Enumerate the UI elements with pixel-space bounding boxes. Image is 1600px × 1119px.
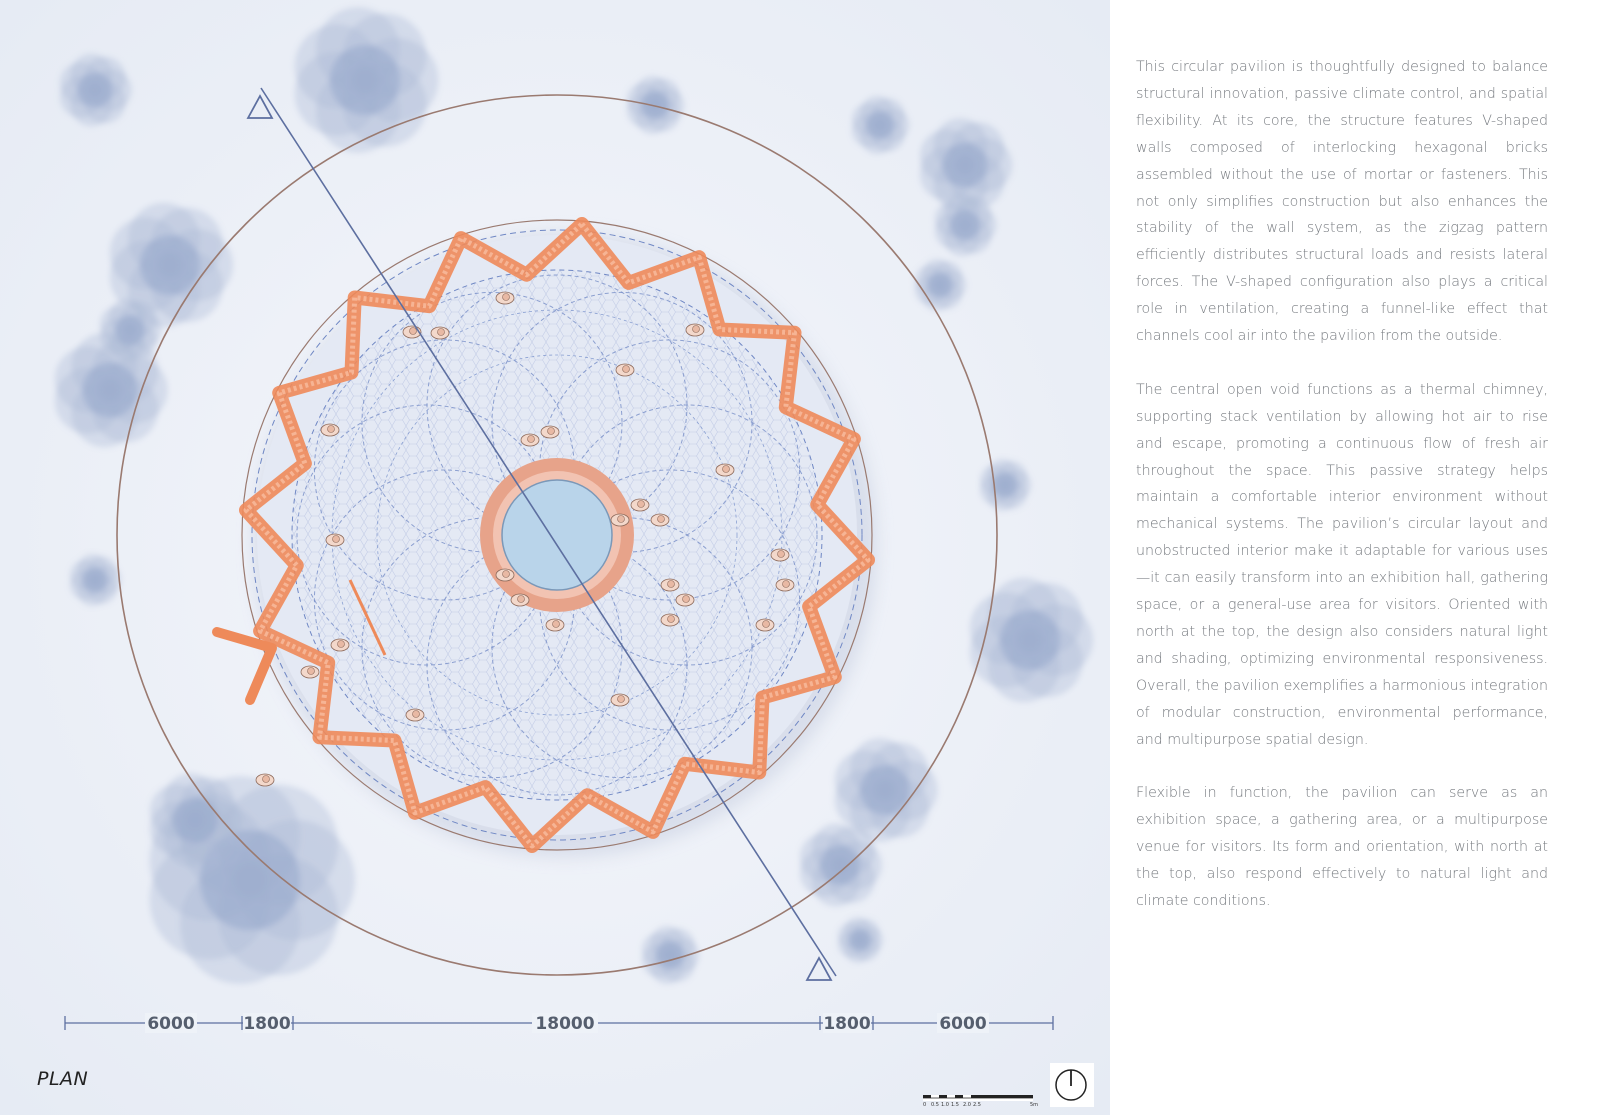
person-head (778, 551, 785, 558)
person-head (618, 696, 625, 703)
person-head (723, 466, 730, 473)
north-arrow-icon (1050, 1063, 1094, 1107)
tree-canopy (656, 941, 684, 969)
description-panel (1136, 54, 1548, 942)
person-head (658, 516, 665, 523)
tree-canopy (173, 798, 218, 843)
person-head (553, 621, 560, 628)
person-head (763, 621, 770, 628)
person-head (693, 326, 700, 333)
scale-label: 0.5 (931, 1102, 939, 1108)
person-head (518, 596, 525, 603)
person-head (638, 501, 645, 508)
dimension-label: 1800 (823, 1014, 871, 1034)
person-head (413, 711, 420, 718)
dimension-label: 6000 (939, 1014, 987, 1034)
dimension-label: 1800 (243, 1014, 291, 1034)
tree-canopy (928, 273, 953, 298)
person-head (783, 581, 790, 588)
tree-canopy (78, 73, 113, 108)
person-head (438, 329, 445, 336)
person-head (548, 428, 555, 435)
person-head (333, 536, 340, 543)
person-head (503, 571, 510, 578)
tree-canopy (1000, 610, 1060, 670)
person-head (528, 436, 535, 443)
tree-canopy (140, 235, 200, 295)
scale-label: 0 (923, 1102, 927, 1108)
description-paragraph: Flexible in function, the pavilion can serve as an exhibition space, a gathering area, or a multipurpose venue for visitors. Its form and orientation, with north at the top, also respond effectively to natural light and climate conditions. (1136, 785, 1548, 910)
tree-canopy (83, 363, 138, 418)
person-head (668, 616, 675, 623)
tree-canopy (115, 315, 145, 345)
scale-label: 1.5 (951, 1102, 959, 1108)
central-thermal-void (502, 480, 612, 590)
tree-canopy (950, 210, 980, 240)
dimension-label: 6000 (147, 1014, 195, 1034)
tree-canopy (993, 473, 1018, 498)
scale-label: 2.0 (963, 1102, 971, 1108)
tree-canopy (641, 91, 669, 119)
tree-canopy (849, 929, 871, 951)
person-head (410, 328, 417, 335)
person-head (623, 366, 630, 373)
person-head (503, 294, 510, 301)
tree-canopy (943, 143, 988, 188)
person-head (618, 516, 625, 523)
person-head (308, 668, 315, 675)
description-paragraph: This circular pavilion is thoughtfully designed to balance structural innovation, passive climate control, and spatial flexibility. At its core, the structure features V-shaped walls composed of interlocking hexagonal bricks assembled without the use of mortar or fasteners. This not only simplifies construction but also enhances the stability of the wall system, as the zigzag pattern efficiently distributes structural loads and resists lateral forces. The V-shaped configuration also plays a critical role in ventilation, creating a funnel-like effect that channels cool air into the pavilion from the outside. (1136, 59, 1548, 345)
person-head (263, 776, 270, 783)
tree-canopy (866, 111, 894, 139)
plan-title: PLAN (37, 1068, 89, 1090)
dimension-label: 18000 (535, 1014, 595, 1034)
person-head (338, 641, 345, 648)
tree-canopy (820, 845, 860, 885)
description-paragraph: The central open void functions as a thermal chimney, supporting stack ventilation by allowing hot air to rise and escape, promoting a continuous flow of fresh air throughout the space. This passive strategy helps maintain a comfortable interior environment without mechanical systems. The pavilion’s circular layout and unobstructed interior make it adaptable for various uses—it can easily transform into an exhibition hall, gathering space, or a general-use area for visitors. Oriented with north at the top, the design also considers natural light and shading, optimizing environmental responsiveness. Overall, the pavilion exemplifies a harmonious integration of modular construction, environmental performance, and multipurpose spatial design. (1136, 381, 1548, 748)
scale-label: 5m (1030, 1102, 1039, 1108)
scale-label: 2.5 (973, 1102, 981, 1108)
tree-canopy (330, 45, 400, 115)
scale-label: 1.0 (941, 1102, 949, 1108)
tree-canopy (83, 568, 108, 593)
person-head (683, 596, 690, 603)
person-head (328, 426, 335, 433)
person-head (668, 581, 675, 588)
